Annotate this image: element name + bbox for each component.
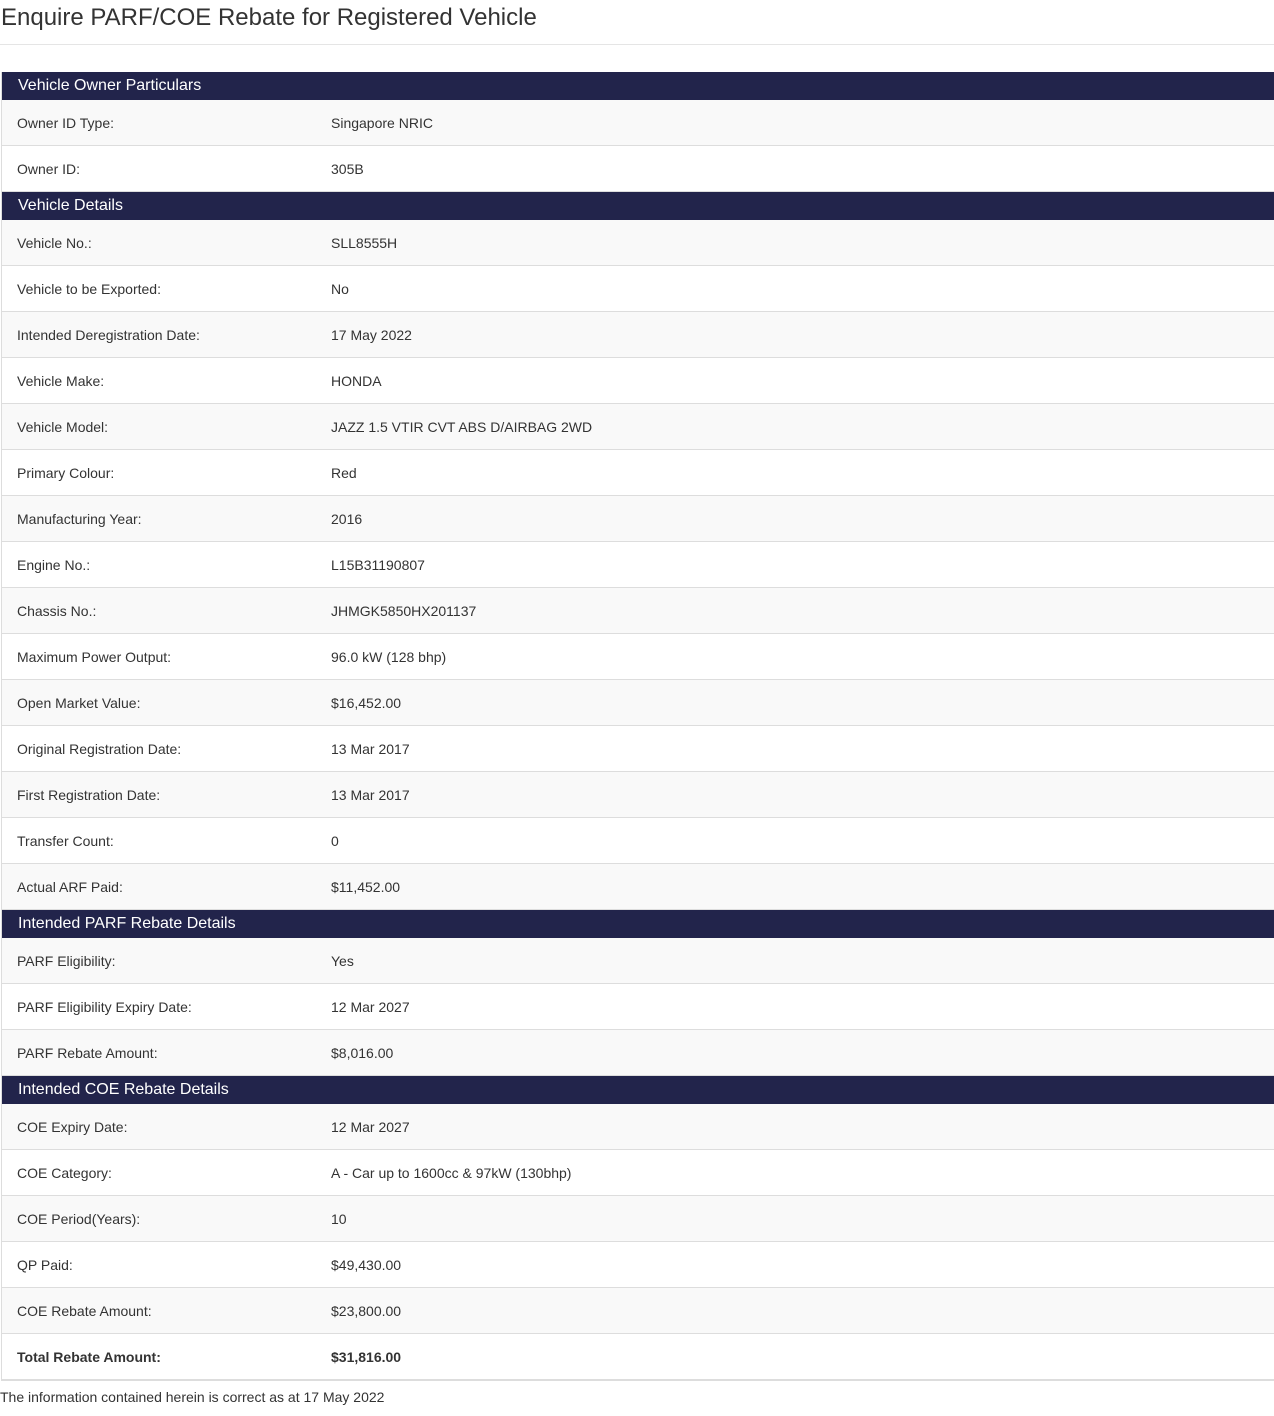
detail-value: $16,452.00 — [331, 694, 402, 711]
detail-value: $31,816.00 — [331, 1348, 402, 1365]
section-header: Vehicle Owner Particulars — [2, 72, 1274, 100]
detail-value: Yes — [331, 952, 354, 969]
detail-value: SLL8555H — [331, 234, 398, 251]
detail-value: Singapore NRIC — [331, 114, 433, 131]
detail-value: 13 Mar 2017 — [331, 786, 410, 803]
detail-row — [2, 634, 1274, 680]
detail-label: COE Period(Years): — [17, 1210, 141, 1227]
detail-label: Transfer Count: — [17, 832, 114, 849]
detail-value: $49,430.00 — [331, 1256, 402, 1273]
detail-row — [2, 1150, 1274, 1196]
detail-label: COE Expiry Date: — [17, 1118, 128, 1135]
detail-row — [2, 220, 1274, 266]
detail-value: No — [331, 280, 349, 297]
detail-row — [2, 266, 1274, 312]
detail-label: Original Registration Date: — [17, 740, 182, 757]
detail-row — [2, 1030, 1274, 1076]
detail-label: Engine No.: — [17, 556, 91, 573]
detail-label: Manufacturing Year: — [17, 510, 142, 527]
section-header: Intended COE Rebate Details — [2, 1076, 1274, 1104]
detail-label: PARF Rebate Amount: — [17, 1044, 158, 1061]
detail-row — [2, 312, 1274, 358]
detail-value: Red — [331, 464, 357, 481]
detail-label: COE Rebate Amount: — [17, 1302, 152, 1319]
detail-label: Vehicle to be Exported: — [17, 280, 161, 297]
detail-label: Owner ID: — [17, 160, 81, 177]
detail-value: 13 Mar 2017 — [331, 740, 410, 757]
detail-value: 0 — [331, 832, 339, 849]
detail-row — [2, 588, 1274, 634]
detail-value: L15B31190807 — [331, 556, 425, 573]
detail-label: PARF Eligibility: — [17, 952, 116, 969]
detail-value: $8,016.00 — [331, 1044, 394, 1061]
detail-row — [2, 450, 1274, 496]
detail-label: Actual ARF Paid: — [17, 878, 123, 895]
detail-value: 12 Mar 2027 — [331, 998, 410, 1015]
detail-label: Owner ID Type: — [17, 114, 115, 131]
detail-row — [2, 146, 1274, 192]
detail-row — [2, 772, 1274, 818]
footer-note: The information contained herein is correct as at 17 May 2022 — [0, 1389, 385, 1405]
detail-label: Vehicle Model: — [17, 418, 109, 435]
detail-label: Chassis No.: — [17, 602, 97, 619]
detail-row — [2, 984, 1274, 1030]
page-title: Enquire PARF/COE Rebate for Registered Vehicle — [0, 0, 1274, 45]
detail-row — [2, 100, 1274, 146]
detail-value: 17 May 2022 — [331, 326, 412, 343]
detail-value: 96.0 kW (128 bhp) — [331, 648, 447, 665]
section-header: Vehicle Details — [2, 192, 1274, 220]
section-rows — [2, 938, 1274, 1076]
detail-row — [2, 818, 1274, 864]
detail-row — [2, 358, 1274, 404]
detail-label: Maximum Power Output: — [17, 648, 172, 665]
detail-row — [2, 542, 1274, 588]
detail-row — [2, 726, 1274, 772]
detail-value: $11,452.00 — [331, 878, 401, 895]
detail-value: 12 Mar 2027 — [331, 1118, 410, 1135]
detail-label: QP Paid: — [17, 1256, 73, 1273]
detail-label: Total Rebate Amount: — [17, 1348, 161, 1365]
detail-value: JHMGK5850HX201137 — [331, 602, 477, 619]
section — [2, 910, 1274, 1076]
detail-row — [2, 1242, 1274, 1288]
detail-row — [2, 1196, 1274, 1242]
detail-label: PARF Eligibility Expiry Date: — [17, 998, 192, 1015]
detail-value: A - Car up to 1600cc & 97kW (130bhp) — [331, 1164, 572, 1181]
detail-label: Open Market Value: — [17, 694, 141, 711]
detail-label: First Registration Date: — [17, 786, 161, 803]
detail-row — [2, 496, 1274, 542]
detail-row — [2, 1334, 1274, 1380]
section — [2, 192, 1274, 910]
detail-label: Primary Colour: — [17, 464, 115, 481]
detail-value: 305B — [331, 160, 364, 177]
detail-value: HONDA — [331, 372, 382, 389]
section-header: Intended PARF Rebate Details — [2, 910, 1274, 938]
detail-value: 10 — [331, 1210, 347, 1227]
rebate-details-panel — [1, 72, 1274, 1381]
section-rows — [2, 220, 1274, 910]
detail-value: $23,800.00 — [331, 1302, 402, 1319]
detail-label: Vehicle No.: — [17, 234, 92, 251]
detail-value: 2016 — [331, 510, 363, 527]
section — [2, 1076, 1274, 1380]
detail-label: Vehicle Make: — [17, 372, 105, 389]
detail-row — [2, 864, 1274, 910]
detail-row — [2, 404, 1274, 450]
detail-value: JAZZ 1.5 VTIR CVT ABS D/AIRBAG 2WD — [331, 418, 593, 435]
section — [2, 72, 1274, 192]
detail-row — [2, 938, 1274, 984]
detail-label: COE Category: — [17, 1164, 112, 1181]
section-rows — [2, 100, 1274, 192]
detail-row — [2, 680, 1274, 726]
detail-label: Intended Deregistration Date: — [17, 326, 200, 343]
detail-row — [2, 1104, 1274, 1150]
detail-row — [2, 1288, 1274, 1334]
section-rows — [2, 1104, 1274, 1380]
